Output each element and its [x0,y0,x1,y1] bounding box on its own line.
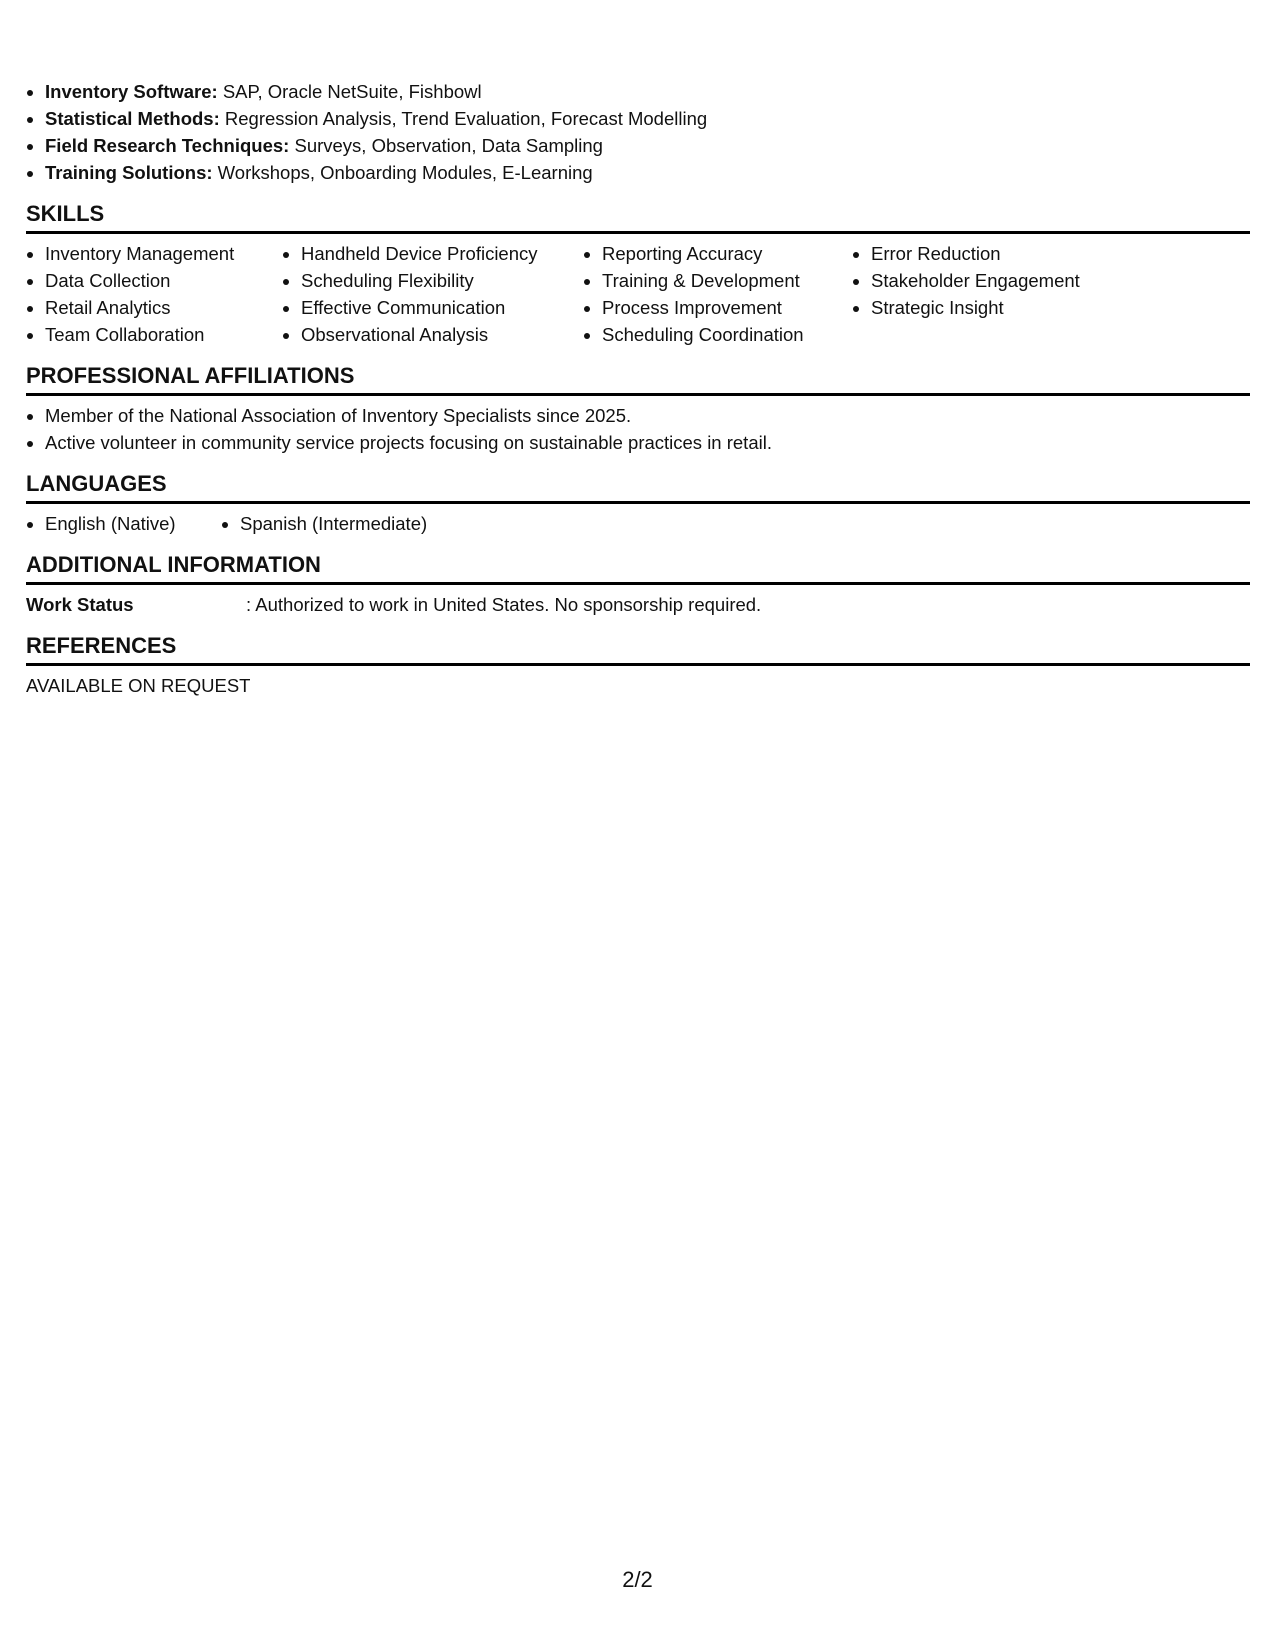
list-item: • English (Native) [45,510,221,537]
section-divider [26,501,1250,504]
language-column [221,510,427,537]
list-item [45,105,1250,132]
tool-value: Workshops, Onboarding Modules, E-Learning [212,162,593,183]
list-item: • Strategic Insight [871,294,1171,321]
section-title-references: REFERENCES [26,633,177,658]
list-item: • Scheduling Flexibility [301,267,583,294]
section-divider [26,393,1250,396]
skills-column [583,240,852,348]
work-status-label: Work Status [26,594,134,615]
work-status-row [26,591,1250,618]
skills-grid [26,240,1250,348]
work-status-value: : Authorized to work in United States. No sponsorship required. [246,594,762,615]
tool-value: Surveys, Observation, Data Sampling [289,135,603,156]
list-item: • Effective Communication [301,294,583,321]
list-item: • Reporting Accuracy [602,240,852,267]
references-text: AVAILABLE ON REQUEST [26,675,251,696]
list-item: • Stakeholder Engagement [871,267,1171,294]
tool-label: Statistical Methods: [45,108,220,129]
section-divider [26,582,1250,585]
languages-list [26,510,1250,537]
list-item [45,78,1250,105]
list-item: • Retail Analytics [45,294,282,321]
skills-column [26,240,282,348]
list-item: • Training & Development [602,267,852,294]
section-divider [26,663,1250,666]
section-title-languages: LANGUAGES [26,471,167,496]
list-item: • Observational Analysis [301,321,583,348]
section-title-additional-information: ADDITIONAL INFORMATION [26,552,321,577]
skills-column [852,240,1171,348]
affiliations-list [26,402,1250,456]
language-column [26,510,221,537]
list-item: • Inventory Management [45,240,282,267]
page-number: 2/2 [622,1567,653,1592]
section-title-skills: SKILLS [26,201,105,226]
tool-label: Training Solutions: [45,162,213,183]
section-title-affiliations: PROFESSIONAL AFFILIATIONS [26,363,355,388]
list-item [45,132,1250,159]
list-item: • Spanish (Intermediate) [240,510,427,537]
tool-label: Inventory Software: [45,81,218,102]
list-item: • Data Collection [45,267,282,294]
list-item: • Handheld Device Proficiency [301,240,583,267]
section-divider [26,231,1250,234]
list-item: • Error Reduction [871,240,1171,267]
tool-value: SAP, Oracle NetSuite, Fishbowl [217,81,482,102]
resume-page [26,78,1250,699]
list-item: • Team Collaboration [45,321,282,348]
skills-column [282,240,583,348]
list-item: • Member of the National Association of Inventory Specialists since 2025. [45,402,1250,429]
list-item [45,159,1250,186]
tool-value: Regression Analysis, Trend Evaluation, Forecast Modelling [219,108,708,129]
tools-list [26,78,1250,186]
tool-label: Field Research Techniques: [45,135,290,156]
list-item: • Process Improvement [602,294,852,321]
list-item: • Scheduling Coordination [602,321,852,348]
list-item: • Active volunteer in community service projects focusing on sustainable practices in retail. [45,429,1250,456]
